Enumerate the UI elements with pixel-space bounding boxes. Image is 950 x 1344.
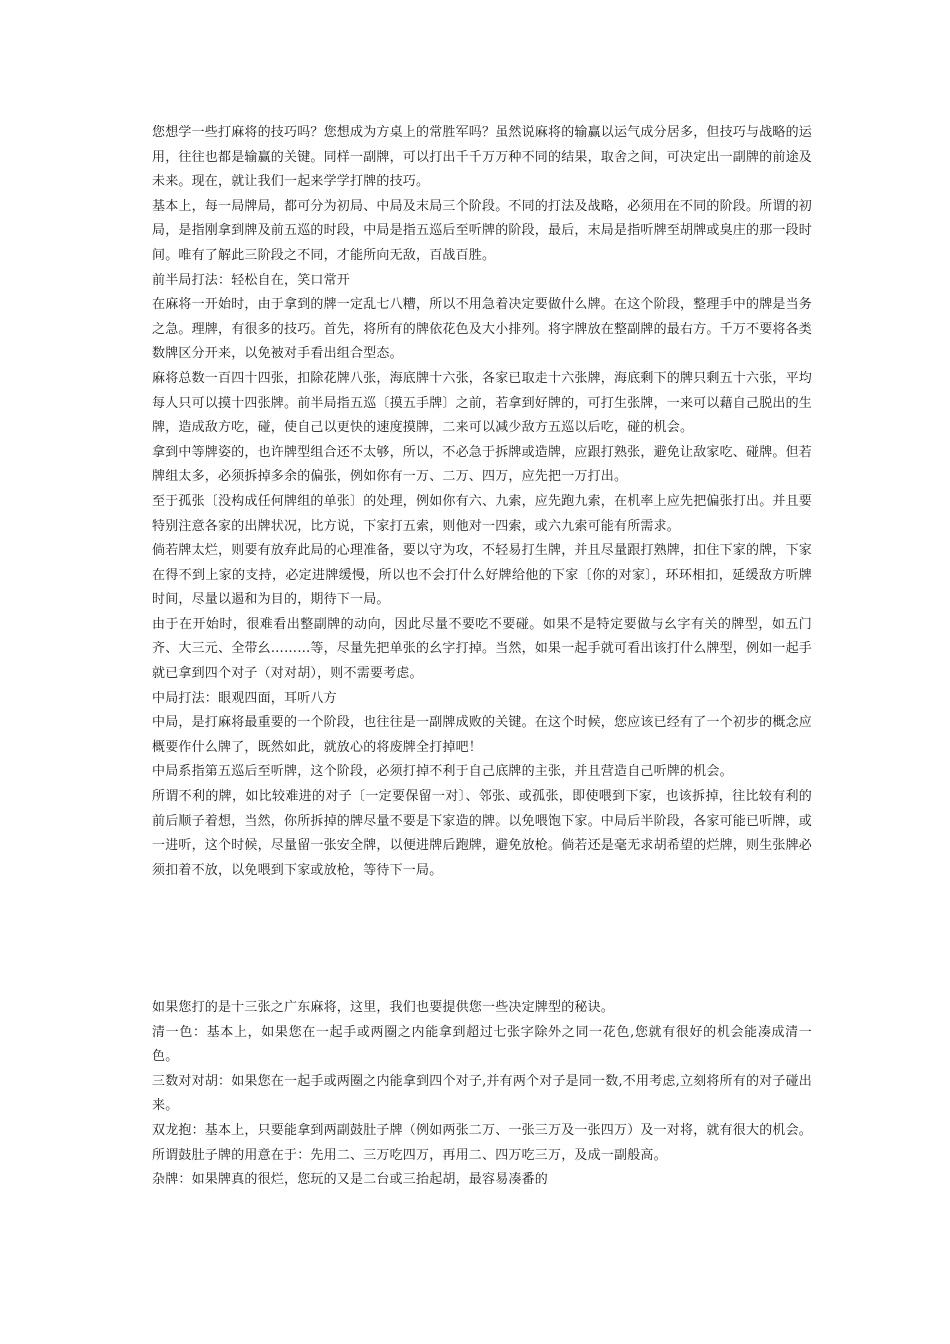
mid-game-paragraph-2: 中局系指第五巡后至听牌，这个阶段，必须打掉不利于自己底牌的主张，并且营造自己听牌的机会。 xyxy=(152,764,733,780)
mid-game-paragraph-3: 所谓不利的牌，如比较难进的对子〔一定要保留一对〕、邻张、或孤张，即使喂到下家，也该拆掉，往比较有利的前后顺子着想，当然，你所拆掉的牌尽量不要是下家造的牌。以免喂饱下家。中局后半阶段，各家可能已听牌，或一进听，这个时候，尽量留一张安全牌，以便进牌后跑牌，避免放枪。倘若还是毫无求胡希望的烂牌，则生张牌必须扣着不放，以免喂到下家或放枪，等待下一局。 xyxy=(152,789,813,878)
early-game-paragraph-3: 拿到中等牌姿的，也许牌型组合还不太够，所以，不必急于拆牌或造牌，应跟打熟张，避免让敌家吃、碰牌。但若牌组太多，必须拆掉多余的偏张，例如你有一万、二万、四万，应先把一万打出。 xyxy=(152,444,813,485)
double-dragon-paragraph: 双龙抱：基本上，只要能拿到两副鼓肚子牌（例如两张二万、一张三万及一张四万）及一对将，就有很大的机会。 xyxy=(152,1122,813,1138)
article-section-strategy xyxy=(152,121,812,883)
mid-game-paragraph-1: 中局，是打麻将最重要的一个阶段，也往往是一副牌成败的关键。在这个时候，您应该已经有了一个初步的概念应概要作什么牌了，既然如此，就放心的将废牌全打掉吧！ xyxy=(152,715,813,755)
intro-paragraph: 您想学一些打麻将的技巧吗？您想成为方桌上的常胜军吗？虽然说麻将的输赢以运气成分居多，但技巧与战略的运用，往往也都是输赢的关键。同样一副牌，可以打出千千万万种不同的结果，取舍之间，可决定出一副牌的前途及未来。现在，就让我们一起来学学打牌的技巧。 xyxy=(152,125,813,190)
triple-pairs-paragraph: 三数对对胡：如果您在一起手或两圈之内能拿到四个对子,并有两个对子是同一数,不用考虑,立刻将所有的对子碰出来。 xyxy=(152,1073,812,1114)
early-game-paragraph-6: 由于在开始时，很难看出整副牌的动向，因此尽量不要吃不要碰。如果不是特定要做与幺字有关的牌型，如五门齐、大三元、全带幺………等，尽量先把单张的幺字打掉。当然，如果一起手就可看出该打什么牌型，例如一起手就已拿到四个对子（对对胡），则不需要考虑。 xyxy=(152,616,813,682)
early-game-heading: 前半局打法：轻松自在，笑口常开 xyxy=(152,272,351,288)
pure-suit-paragraph: 清一色：基本上，如果您在一起手或两圈之内能拿到超过七张字除外之同一花色,您就有很好的机会能凑成清一色。 xyxy=(152,1024,812,1065)
mixed-hand-paragraph: 杂牌：如果牌真的很烂，您玩的又是二台或三抬起胡，最容易凑番的 xyxy=(152,1172,549,1188)
early-game-paragraph-5: 倘若牌太烂，则要有放弃此局的心理准备，要以守为攻，不轻易打生牌，并且尽量跟打熟牌，扣住下家的牌，下家在得不到上家的支持，必定进牌缓慢，所以也不会打什么好牌给他的下家〔你的对家〕，环环相扣，延缓敌方听牌时间，尽量以遏和为目的，期待下一局。 xyxy=(152,543,813,608)
early-game-paragraph-1: 在麻将一开始时，由于拿到的牌一定乱七八糟，所以不用急着决定要做什么牌。在这个阶段，整理手中的牌是当务之急。理牌，有很多的技巧。首先，将所有的牌依花色及大小排列。将字牌放在整副牌的最右方。千万不要将各类数牌区分开来，以免被对手看出组合型态。 xyxy=(152,297,813,362)
early-game-paragraph-2: 麻将总数一百四十四张，扣除花牌八张，海底牌十六张，各家已取走十六张牌，海底剩下的牌只剩五十六张，平均每人只可以摸十四张牌。前半局指五巡〔摸五手牌〕之前，若拿到好牌的，可打生张牌，一来可以藉自己脱出的生牌，造成敌方吃，碰，使自己以更快的速度摸牌，二来可以减少敌方五巡以后吃，碰的机会。 xyxy=(152,370,813,436)
stages-paragraph: 基本上，每一局牌局，都可分为初局、中局及末局三个阶段。不同的打法及战略，必须用在不同的阶段。所谓的初局，是指刚拿到牌及前五巡的时段，中局是指五巡后至听牌的阶段，最后，末局是指听牌至胡牌或臭庄的那一段时间。唯有了解此三阶段之不同，才能所向无敌，百战百胜。 xyxy=(152,198,813,263)
mid-game-heading: 中局打法：眼观四面，耳听八方 xyxy=(152,690,337,706)
cantonese-intro-paragraph: 如果您打的是十三张之广东麻将，这里，我们也要提供您一些决定牌型的秘诀。 xyxy=(152,1000,615,1015)
early-game-paragraph-4: 至于孤张〔没构成任何牌组的单张〕的处理，例如你有六、九索，应先跑九索，在机率上应先把偏张打出。并且要特别注意各家的出牌状况，比方说，下家打五索，则他对一四索，或六九索可能有所需求。 xyxy=(152,493,813,534)
drum-tiles-paragraph: 所谓鼓肚子牌的用意在于：先用二、三万吃四万，再用二、四万吃三万，及成一副般高。 xyxy=(152,1147,667,1163)
article-section-cantonese xyxy=(152,996,812,1193)
